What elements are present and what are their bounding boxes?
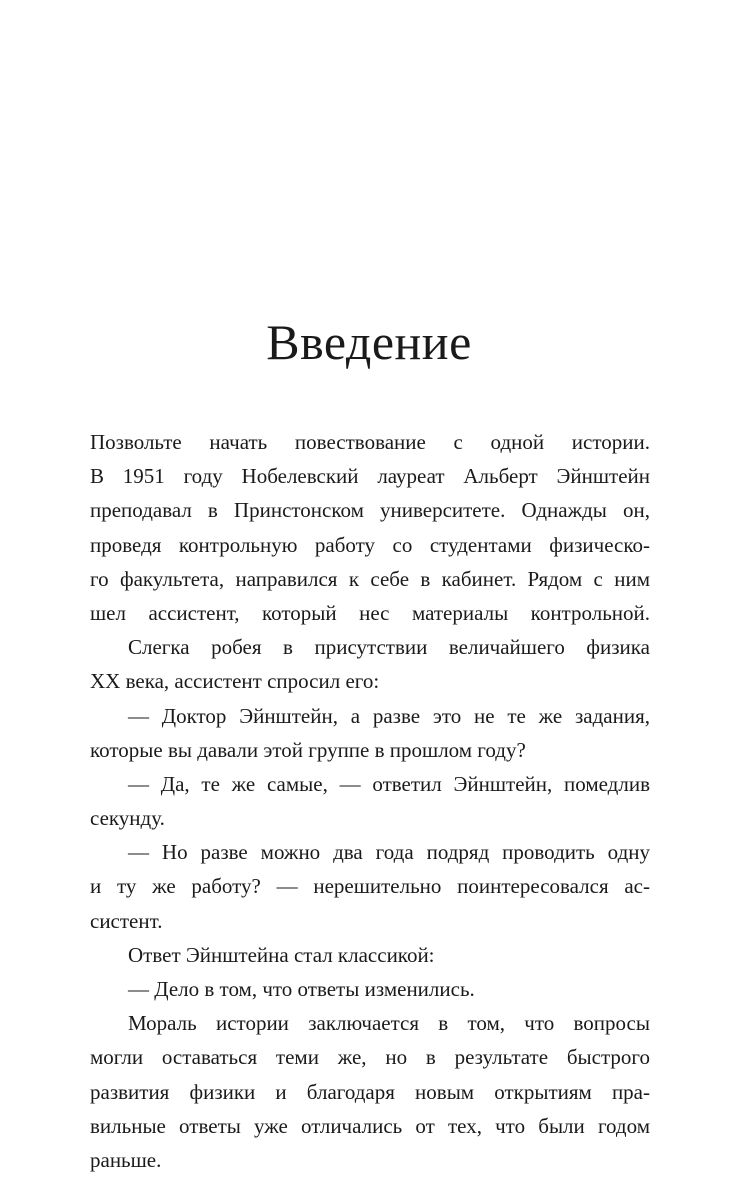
text-line: раньше. (90, 1147, 162, 1172)
text-line: — Да, те же самые, — ответил Эйнштейн, помедлив (128, 771, 650, 796)
text-line: развития физики и благодаря новым открытиям пра- (90, 1079, 650, 1104)
text-line: вильные ответы уже отличались от тех, что были годом (90, 1113, 650, 1138)
text-line: шел ассистент, который нес материалы контрольной. (90, 600, 650, 625)
text-line: Слегка робея в присутствии величайшего физика (128, 635, 650, 660)
text-line: В 1951 году Нобелевский лауреат Альберт Эйнштейн (90, 464, 650, 489)
text-line: и ту же работу? — нерешительно поинтересовался ас- (90, 874, 650, 899)
text-line: проведя контрольную работу со студентами физическо- (90, 532, 650, 557)
text-line: — Дело в том, что ответы изменились. (128, 977, 475, 1001)
text-line: XX века, ассистент спросил его: (90, 669, 380, 694)
text-line: Позвольте начать повествование с одной истории. (90, 430, 650, 454)
text-line: — Доктор Эйнштейн, а разве это не те же задания, (128, 703, 650, 728)
text-line: которые вы давали этой группе в прошлом году? (90, 737, 526, 762)
text-line: секунду. (90, 806, 165, 831)
body-text (90, 425, 650, 1177)
text-line: Ответ Эйнштейна стал классикой: (128, 942, 435, 967)
text-line: систент. (90, 908, 163, 933)
chapter-title: Введение (266, 314, 472, 370)
text-line: Мораль истории заключается в том, что вопросы (128, 1011, 650, 1036)
text-line: преподавал в Принстонском университете. Однажды он, (90, 498, 650, 523)
text-line: — Но разве можно два года подряд проводить одну (128, 840, 650, 865)
text-line: могли оставаться теми же, но в результате быстрого (90, 1045, 650, 1070)
text-line: го факультета, направился к себе в кабинет. Рядом с ним (90, 566, 650, 591)
